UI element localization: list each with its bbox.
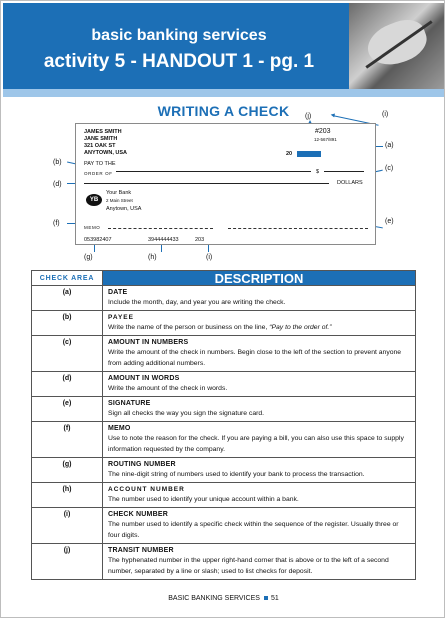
header-title: activity 5 - HANDOUT 1 - pg. 1	[43, 51, 315, 72]
label-i-bottom: (i)	[206, 254, 213, 261]
row-desc: The hyphenated number in the upper right-hand corner that is above or to the left of a second number, separated by a line or slash; used to list checks for deposit.	[108, 557, 389, 575]
amount-numbers-line	[324, 171, 364, 172]
transit-fraction: 12-567/891	[314, 137, 337, 142]
row-term: PAYEE	[108, 314, 134, 321]
label-d: (d)	[53, 181, 62, 188]
row-area: (c)	[32, 336, 103, 371]
row-term: MEMO	[108, 425, 131, 432]
description-header: DESCRIPTION	[103, 271, 415, 285]
row-desc: Use to note the reason for the check. If you are paying a bill, you can also use this space to supply information requested by the company.	[108, 435, 404, 453]
memo-label: MEMO	[84, 225, 101, 230]
check-number-bottom: 203	[195, 237, 205, 243]
header-stripe	[3, 89, 444, 97]
table-row	[32, 458, 415, 483]
signature-line	[228, 228, 368, 229]
description-table	[31, 270, 416, 580]
label-h: (h)	[148, 254, 157, 261]
row-term: ACCOUNT NUMBER	[108, 486, 185, 493]
row-area: (d)	[32, 372, 103, 396]
header-subtitle: basic banking services	[91, 27, 267, 44]
row-term: ROUTING NUMBER	[108, 461, 176, 468]
table-row	[32, 286, 415, 311]
table-row	[32, 372, 415, 397]
row-desc: Include the month, day, and year you are writing the check.	[108, 299, 286, 306]
row-desc-emphasis: “Pay to the order of.”	[269, 324, 332, 331]
row-area: (j)	[32, 544, 103, 579]
row-desc: Sign all checks the way you sign the signature card.	[108, 410, 265, 417]
pay-to-label: PAY TO THE	[84, 161, 116, 167]
footer-text: BASIC BANKING SERVICES	[168, 595, 260, 602]
bank-name: Your Bank	[106, 190, 132, 196]
table-row	[32, 311, 415, 336]
arrow-i-bottom	[208, 244, 209, 252]
dollar-sign: $	[316, 169, 320, 175]
memo-line	[108, 228, 213, 229]
row-area: (b)	[32, 311, 103, 335]
page-number: 51	[270, 595, 279, 602]
arrow-h	[161, 244, 162, 252]
account-holder-1: JAMES SMITH	[84, 129, 122, 135]
row-term: AMOUNT IN NUMBERS	[108, 339, 189, 346]
check-section-title: WRITING A CHECK	[157, 103, 290, 119]
account-number: 3944444433	[148, 237, 179, 243]
row-area: (g)	[32, 458, 103, 482]
table-row	[32, 397, 415, 422]
check-area-header: CHECK AREA	[32, 271, 103, 285]
table-row	[32, 508, 415, 544]
date-prefix: 20	[286, 151, 293, 157]
holder-city: ANYTOWN, USA	[84, 150, 127, 156]
payee-line	[116, 171, 311, 172]
amount-words-line	[84, 183, 329, 184]
row-area: (f)	[32, 422, 103, 457]
page-footer	[1, 595, 445, 602]
row-area: (h)	[32, 483, 103, 507]
check-number-top: #203	[315, 128, 331, 135]
row-area: (e)	[32, 397, 103, 421]
table-row	[32, 483, 415, 508]
row-term: AMOUNT IN WORDS	[108, 375, 180, 382]
table-row	[32, 544, 415, 579]
row-area: (a)	[32, 286, 103, 310]
row-term: CHECK NUMBER	[108, 511, 168, 518]
date-field	[297, 151, 321, 157]
sample-check	[75, 123, 376, 245]
table-row	[32, 336, 415, 372]
label-e: (e)	[385, 218, 394, 225]
label-c: (c)	[385, 165, 394, 172]
account-holder-2: JANE SMITH	[84, 136, 118, 142]
arrow-g	[94, 244, 95, 252]
label-j: (j)	[305, 113, 312, 120]
bank-city: Anytown, USA	[106, 206, 142, 212]
row-desc: The number used to identify a specific check within the sequence of the register. Usually three or four digits.	[108, 521, 399, 539]
row-term: DATE	[108, 289, 128, 296]
bank-street: 2 Main Street	[106, 198, 133, 203]
holder-address: 321 OAK ST	[84, 143, 116, 149]
writing-hand-photo	[349, 3, 444, 89]
label-i-top: (i)	[382, 111, 389, 118]
label-f: (f)	[53, 220, 60, 227]
footer-square-icon	[264, 596, 268, 600]
header-banner	[3, 3, 444, 97]
table-row	[32, 422, 415, 458]
label-b: (b)	[53, 159, 62, 166]
row-desc: The nine-digit string of numbers used to identify your bank to process the transaction.	[108, 471, 365, 478]
row-desc: Write the amount of the check in numbers. Begin close to the left of the section to prevent anyone from adding additional numbers.	[108, 349, 402, 367]
row-desc: Write the name of the person or business on the line, “Pay to the order of.”	[108, 324, 332, 331]
bank-logo: YB	[86, 194, 102, 206]
label-a: (a)	[385, 142, 394, 149]
order-of-label: ORDER OF	[84, 171, 113, 176]
row-desc: Write the amount of the check in words.	[108, 385, 228, 392]
row-term: TRANSIT NUMBER	[108, 547, 174, 554]
row-term: SIGNATURE	[108, 400, 151, 407]
row-desc: The number used to identify your unique account within a bank.	[108, 496, 299, 503]
row-area: (i)	[32, 508, 103, 543]
table-header	[32, 271, 415, 286]
label-g: (g)	[84, 254, 93, 261]
routing-number: 053982407	[84, 237, 112, 243]
dollars-label: DOLLARS	[337, 180, 363, 186]
